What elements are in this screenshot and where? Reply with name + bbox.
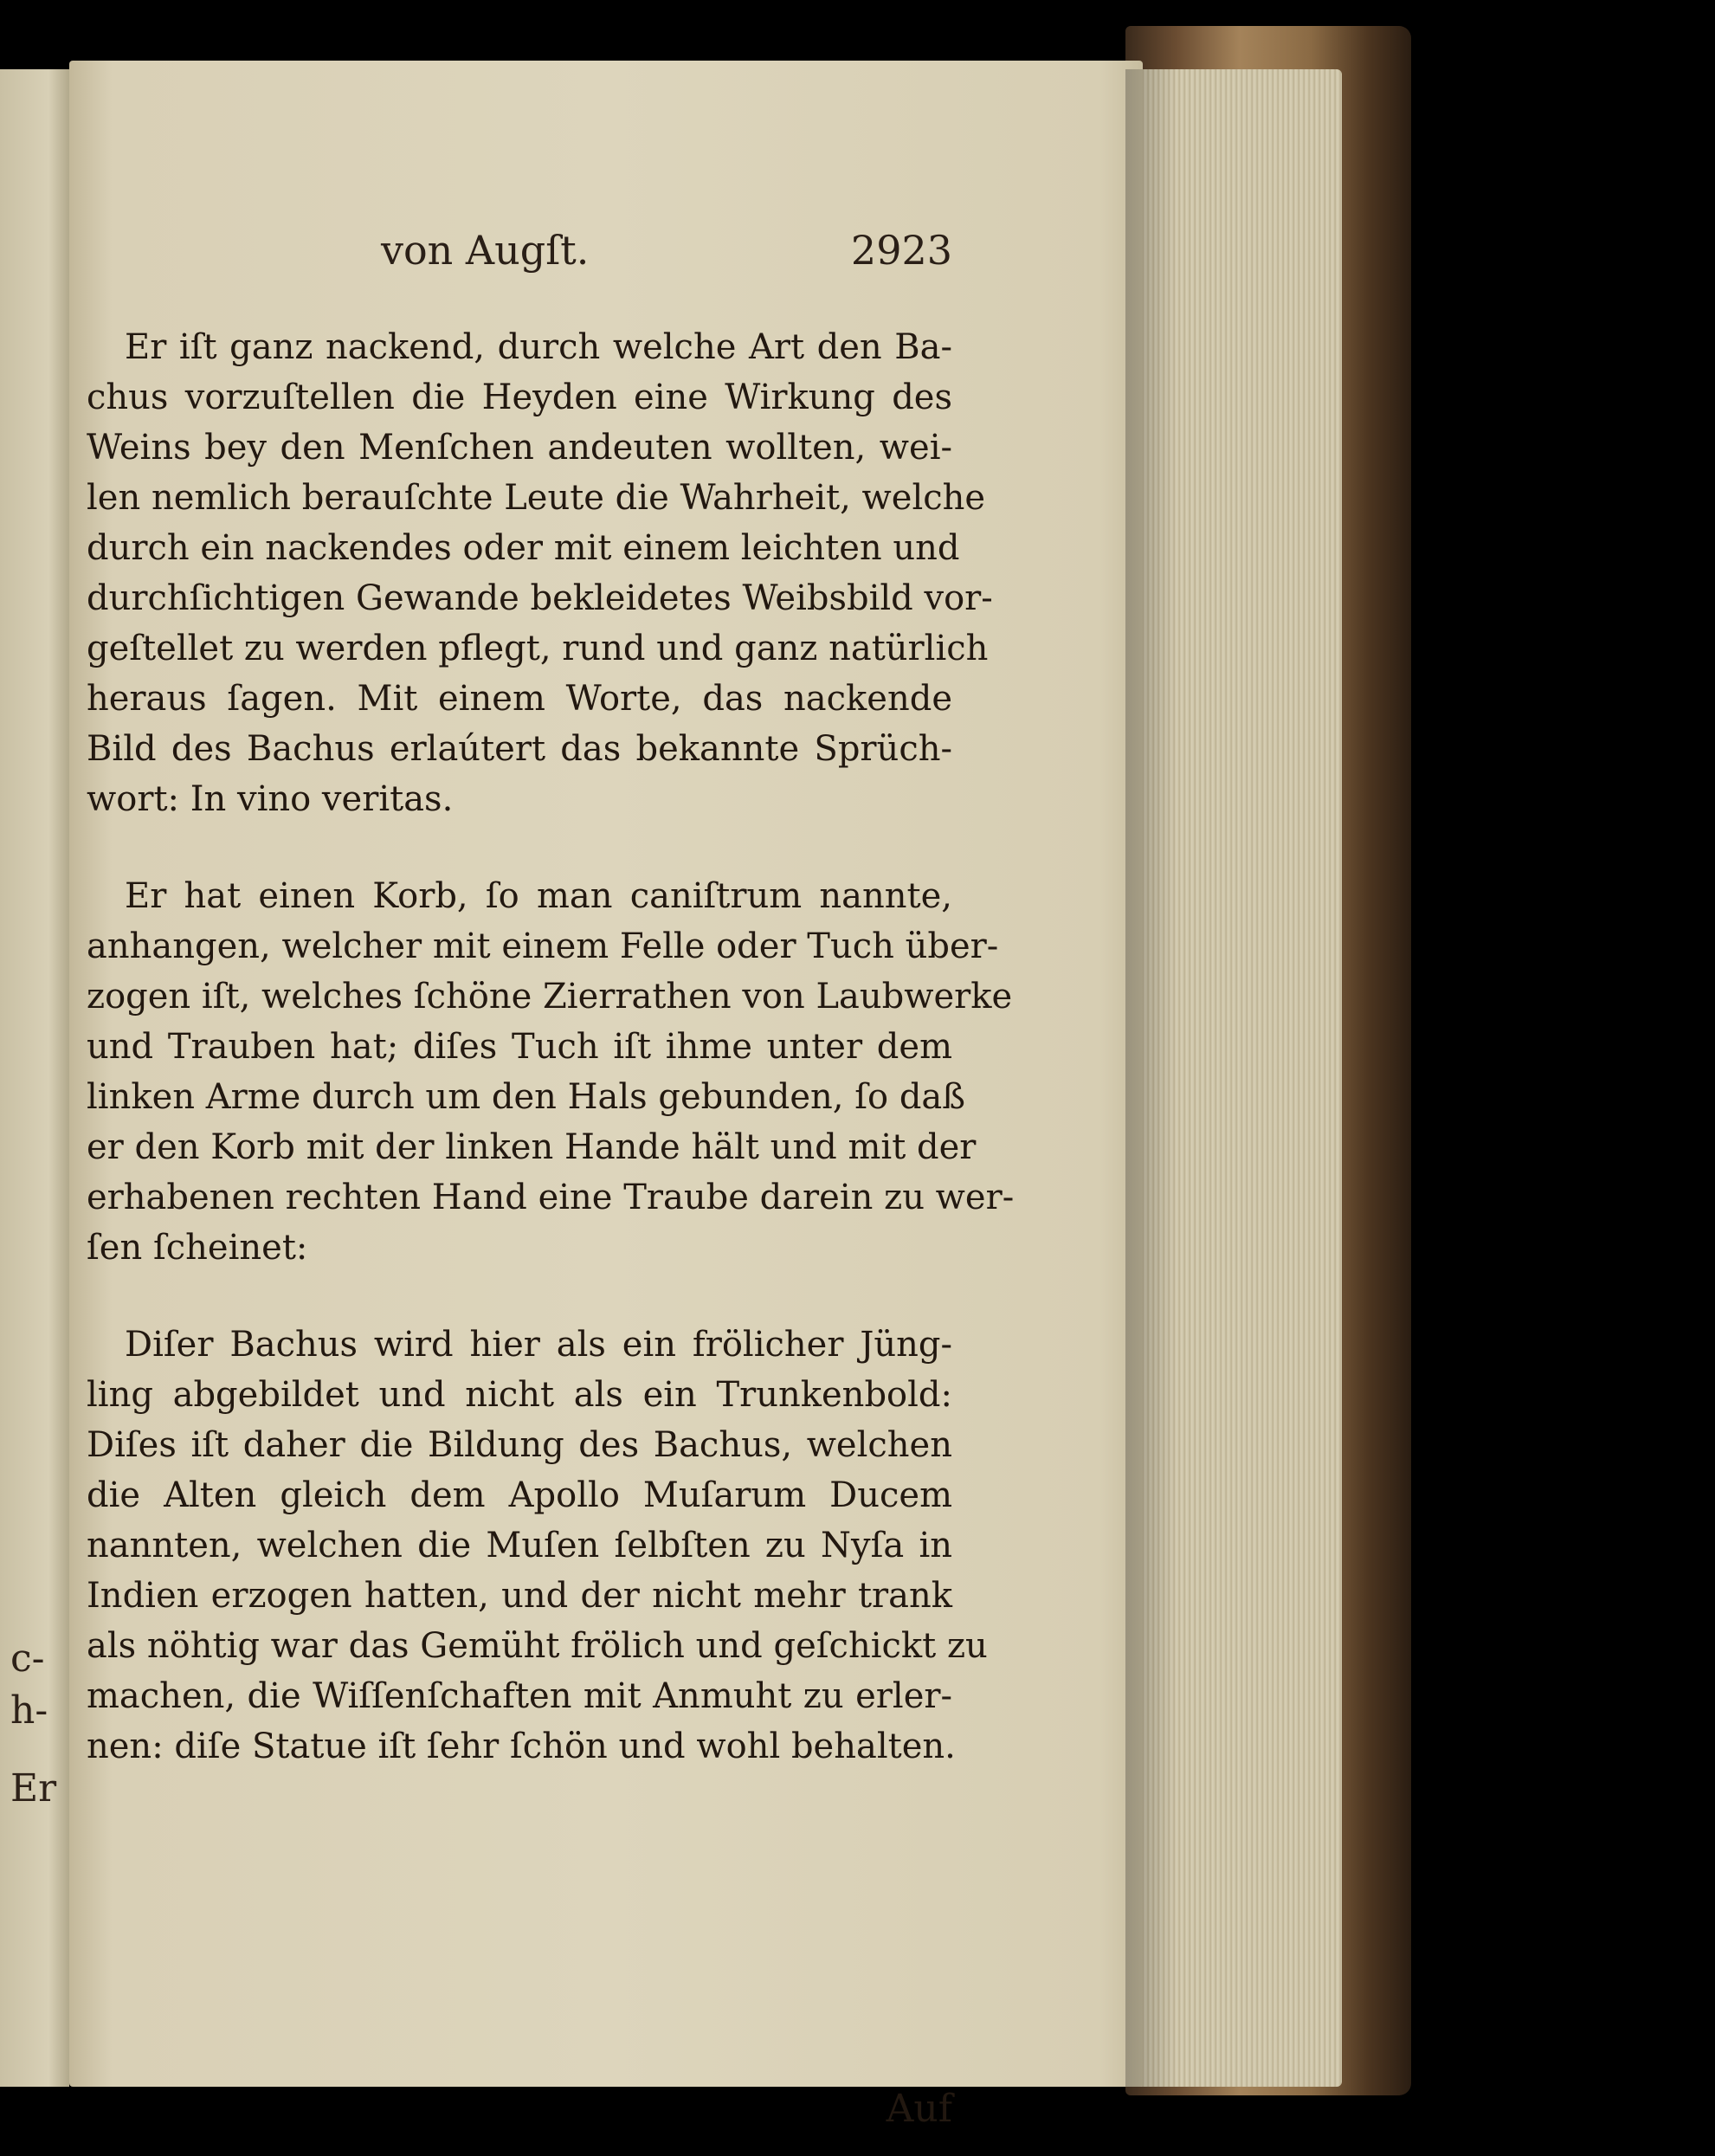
paragraph bbox=[87, 1320, 988, 1772]
text-line: Diſes iſt daher die Bildung des Bachus, welchen bbox=[87, 1425, 952, 1465]
page-number: 2923 bbox=[850, 227, 952, 274]
text-line: anhangen, welcher mit einem Felle oder Tuch über- bbox=[87, 926, 999, 966]
catchword: Auf bbox=[886, 2087, 952, 2131]
text-line: Er iſt ganz nackend, durch welche Art den Ba- bbox=[125, 327, 952, 367]
paragraph bbox=[87, 871, 1015, 1273]
text-line: Er hat einen Korb, ſo man caniſtrum nannte, bbox=[125, 876, 952, 916]
margin-fragment: Er bbox=[10, 1766, 57, 1811]
text-line: durch ein nackendes oder mit einem leichten und bbox=[87, 528, 960, 568]
text-line: heraus ſagen. Mit einem Worte, das nackende bbox=[87, 679, 952, 719]
text-line: nannten, welchen die Muſen ſelbſten zu Nyſa in bbox=[87, 1526, 952, 1565]
text-line: die Alten gleich dem Apollo Muſarum Ducem bbox=[87, 1475, 952, 1515]
text-line: er den Korb mit der linken Hande hält und mit der bbox=[87, 1127, 977, 1167]
text-line: zogen iſt, welches ſchöne Zierrathen von Laubwerke bbox=[87, 977, 1013, 1017]
margin-fragment: c- bbox=[10, 1636, 45, 1681]
text-line: geſtellet zu werden pflegt, rund und ganz natürlich bbox=[87, 629, 989, 668]
text-line: machen, die Wiſſenſchaften mit Anmuht zu erler- bbox=[87, 1676, 952, 1716]
page-shadow bbox=[1125, 69, 1177, 2087]
facing-page-edge bbox=[0, 69, 69, 2087]
paragraph bbox=[87, 322, 993, 824]
body-text bbox=[87, 322, 1015, 2131]
margin-fragment: h- bbox=[10, 1688, 48, 1733]
text-line: len nemlich berauſchte Leute die Wahrheit, welche bbox=[87, 478, 986, 518]
text-line: als nöhtig war das Gemüht frölich und geſchickt zu bbox=[87, 1626, 988, 1666]
text-line: linken Arme durch um den Hals gebunden, ſo daß bbox=[87, 1077, 965, 1117]
text-line: Weins bey den Menſchen andeuten wollten, wei- bbox=[87, 428, 952, 468]
text-line: ling abgebildet und nicht als ein Trunkenbold: bbox=[87, 1375, 952, 1415]
running-head: von Augſt. bbox=[381, 227, 590, 274]
text-line: durchſichtigen Gewande bekleidetes Weibsbild vor- bbox=[87, 578, 993, 618]
text-line: Indien erzogen hatten, und der nicht mehr trank bbox=[87, 1576, 952, 1616]
text-line: chus vorzuſtellen die Heyden eine Wirkung des bbox=[87, 378, 952, 417]
text-line: Bild des Bachus erlaútert das bekannte Sprüch- bbox=[87, 729, 952, 769]
text-line: und Trauben hat; diſes Tuch iſt ihme unter dem bbox=[87, 1027, 952, 1067]
text-line: erhabenen rechten Hand eine Traube darein zu wer- bbox=[87, 1178, 1015, 1217]
text-line: Diſer Bachus wird hier als ein frölicher Jüng- bbox=[125, 1325, 952, 1365]
text-line: ſen ſcheinet: bbox=[87, 1228, 308, 1268]
page-header bbox=[364, 227, 952, 296]
text-line: nen: diſe Statue iſt ſehr ſchön und wohl behalten. bbox=[87, 1727, 956, 1766]
text-line: wort: In vino veritas. bbox=[87, 779, 454, 819]
